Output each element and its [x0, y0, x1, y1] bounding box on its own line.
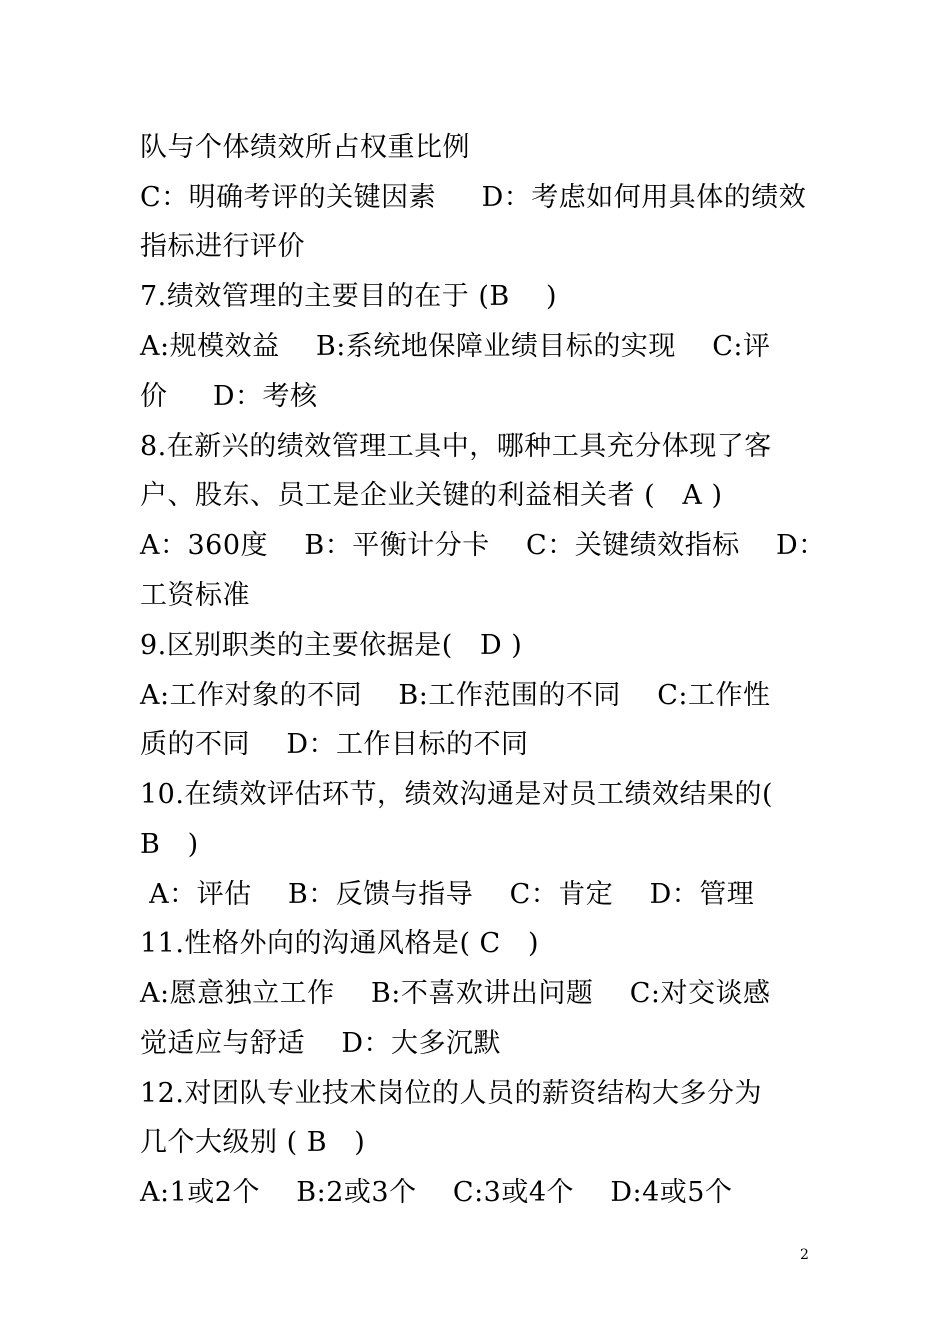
- text-line: A：360度 B：平衡计分卡 C：关键绩效指标 D：: [140, 530, 826, 561]
- text-line: A:愿意独立工作 B:不喜欢讲出问题 C:对交谈感: [140, 978, 771, 1009]
- text-line: A：评估 B：反馈与指导 C：肯定 D：管理: [140, 879, 755, 910]
- question-10: 10.在绩效评估环节，绩效沟通是对员工绩效结果的(: [140, 779, 773, 810]
- question-8: 8.在新兴的绩效管理工具中，哪种工具充分体现了客: [140, 431, 772, 462]
- text-line: A:规模效益 B:系统地保障业绩目标的实现 C:评: [140, 331, 771, 362]
- text-line: A:1或2个 B:2或3个 C:3或4个 D:4或5个: [140, 1177, 733, 1208]
- question-11: 11.性格外向的沟通风格是( C ): [140, 928, 539, 959]
- text-line: 质的不同 D：工作目标的不同: [140, 729, 529, 760]
- text-line: A:工作对象的不同 B:工作范围的不同 C:工作性: [140, 680, 771, 711]
- text-line: 队与个体绩效所占权重比例: [140, 132, 470, 163]
- text-line: 指标进行评价: [140, 231, 305, 262]
- page-number: 2: [800, 1247, 809, 1263]
- text-line: 价 D：考核: [140, 381, 318, 412]
- text-line: 工资标准: [140, 580, 250, 611]
- text-line: 觉适应与舒适 D：大多沉默: [140, 1028, 501, 1059]
- text-line: C：明确考评的关键因素 D：考虑如何用具体的绩效: [140, 182, 807, 213]
- text-line: B ): [140, 829, 199, 860]
- question-7: 7.绩效管理的主要目的在于 (B ): [140, 281, 558, 312]
- text-line: 户、股东、员工是企业关键的利益相关者 ( A ): [140, 480, 723, 511]
- question-9: 9.区别职类的主要依据是( D ): [140, 630, 523, 661]
- text-line: 几个大级别 ( B ): [140, 1127, 366, 1158]
- question-12: 12.对团队专业技术岗位的人员的薪资结构大多分为: [140, 1078, 762, 1109]
